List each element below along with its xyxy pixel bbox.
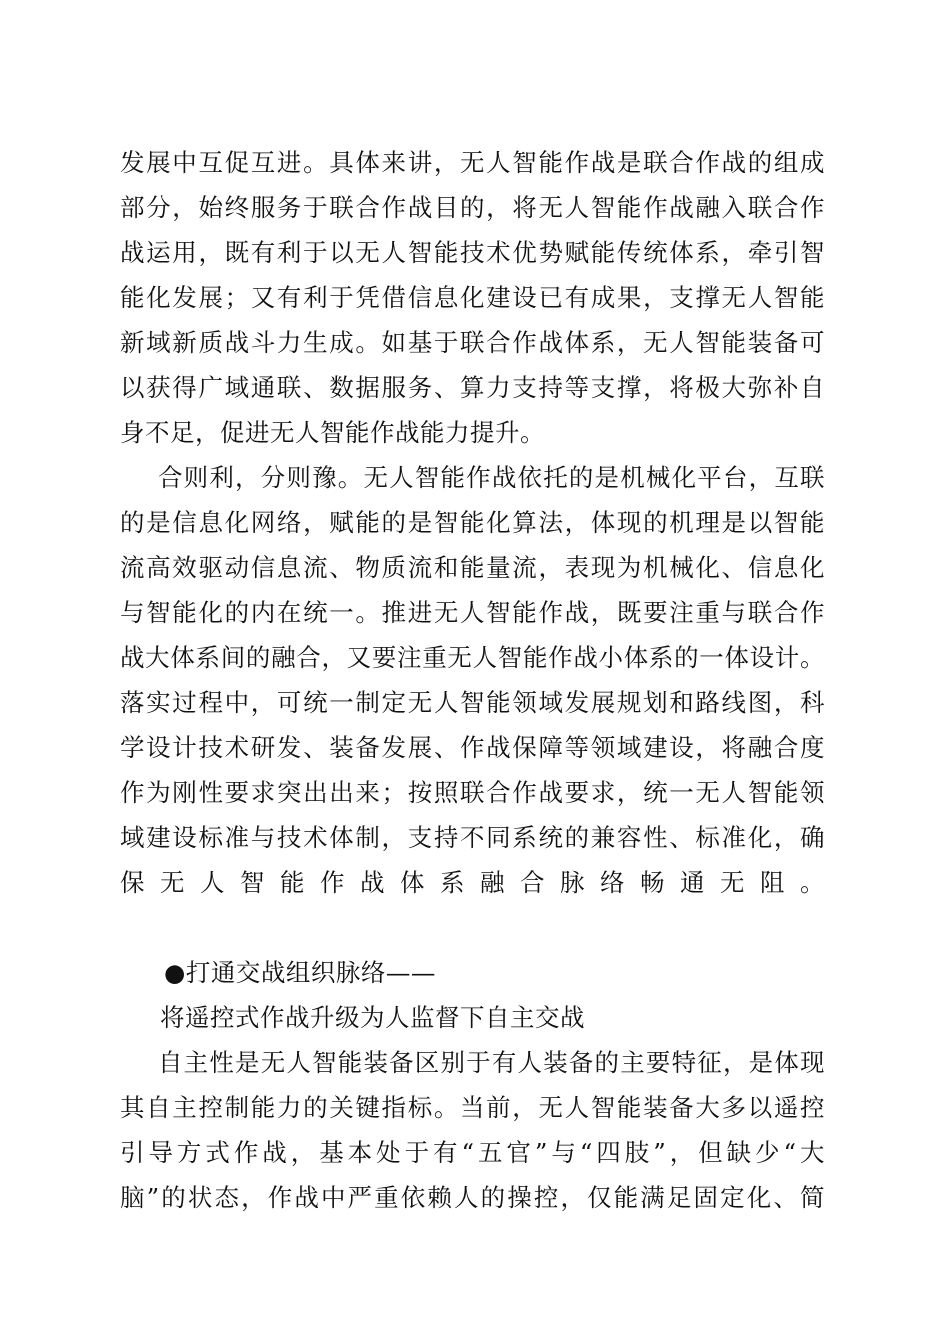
text-line: 脑”的状态，作战中严重依赖人的操控，仅能满足固定化、简	[120, 1183, 825, 1212]
paragraph-3	[120, 1040, 825, 1220]
text-line: 的是信息化网络，赋能的是智能化算法，体现的机理是以智能	[120, 508, 825, 537]
text-line: 部分，始终服务于联合作战目的，将无人智能作战融入联合作	[120, 193, 825, 222]
text-line: 落实过程中，可统一制定无人智能领域发展规划和路线图，科	[120, 688, 825, 717]
text-line: 学设计技术研发、装备发展、作战保障等领域建设，将融合度	[120, 733, 825, 762]
paragraph-2	[120, 455, 825, 950]
text-line: 引导方式作战，基本处于有“五官”与“四肢”，但缺少“大	[120, 1138, 825, 1167]
text-line	[120, 905, 825, 950]
text-line: 以获得广域通联、数据服务、算力支持等支撑，将极大弥补自	[120, 373, 825, 402]
text-line: 新域新质战斗力生成。如基于联合作战体系，无人智能装备可	[120, 328, 825, 357]
text-line: 保无人智能作战体系融合脉络畅通无阻。	[120, 868, 825, 897]
paragraph-1	[120, 140, 825, 455]
document-page	[120, 140, 825, 1220]
text-line: 发展中互促互进。具体来讲，无人智能作战是联合作战的组成	[120, 148, 825, 177]
text-line: 与智能化的内在统一。推进无人智能作战，既要注重与联合作	[120, 598, 825, 627]
text-line: 作为刚性要求突出出来；按照联合作战要求，统一无人智能领	[120, 778, 825, 807]
heading-line: ●打通交战组织脉络——	[164, 958, 436, 987]
text-line: 域建设标准与技术体制，支持不同系统的兼容性、标准化，确	[120, 823, 825, 852]
subheading-line: 将遥控式作战升级为人监督下自主交战	[160, 1003, 585, 1032]
text-line: 其自主控制能力的关键指标。当前，无人智能装备大多以遥控	[120, 1093, 825, 1122]
text-line: 流高效驱动信息流、物质流和能量流，表现为机械化、信息化	[120, 553, 825, 582]
text-line: 战大体系间的融合，又要注重无人智能作战小体系的一体设计。	[120, 643, 825, 672]
text-line: 能化发展；又有利于凭借信息化建设已有成果，支撑无人智能	[120, 283, 825, 312]
text-line: 合则利，分则豫。无人智能作战依托的是机械化平台，互联	[158, 463, 825, 492]
text-line: 身不足，促进无人智能作战能力提升。	[120, 418, 545, 447]
section-heading	[120, 950, 825, 1040]
text-line: 战运用，既有利于以无人智能技术优势赋能传统体系，牵引智	[120, 238, 825, 267]
text-line: 自主性是无人智能装备区别于有人装备的主要特征，是体现	[158, 1048, 825, 1077]
